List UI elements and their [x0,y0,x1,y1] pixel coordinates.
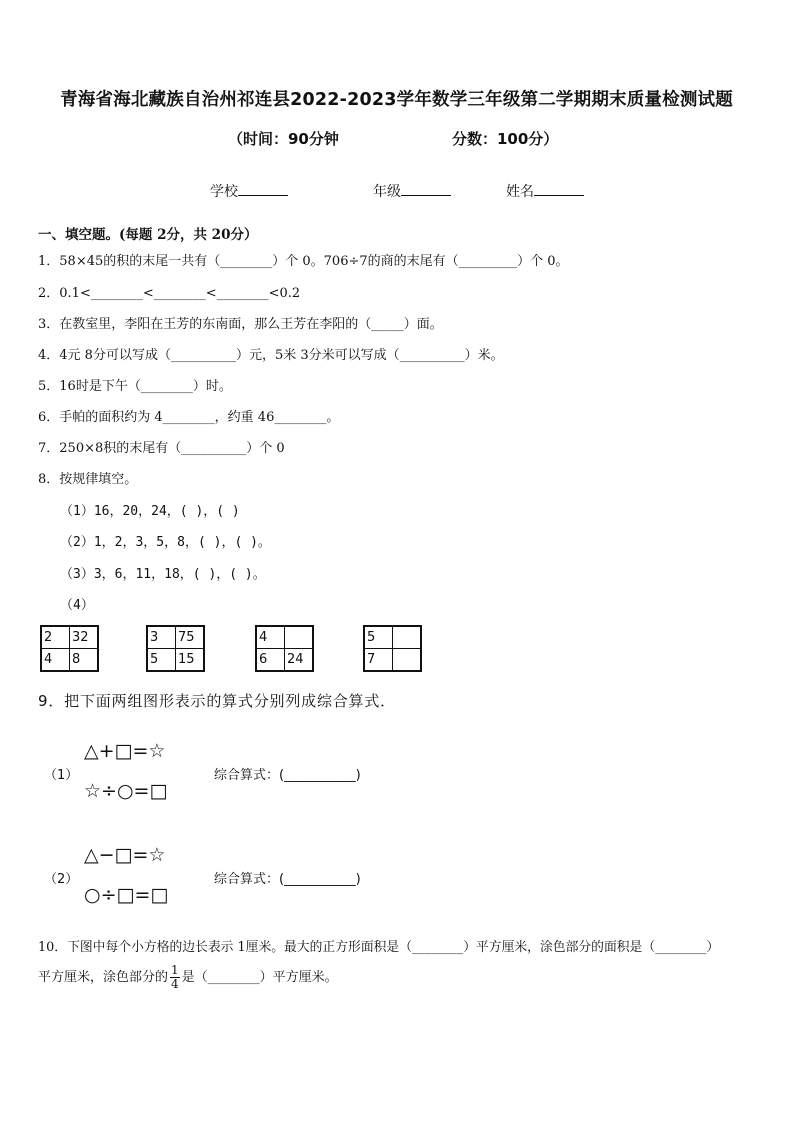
question-9: 9．把下面两组图形表示的算式分别列成综合算式． [38,692,396,710]
school-label: 学校 [210,184,238,200]
grid-cell: 15 [176,649,205,672]
grade-blank[interactable] [401,181,451,196]
question-2: 2．0.1<________<________<________<0.2 [38,286,301,301]
question-10-line-1: 10．下图中每个小方格的边长表示 1厘米。最大的正方形面积是（________）平方厘米，涂色部分的面积是（________） [38,940,720,955]
grid-blank-cell[interactable] [393,649,422,672]
q9-part-1-equation-1: △+□=☆ [84,740,166,762]
fraction-denominator: 4 [171,977,179,991]
q10-text-b: 是（________）平方厘米。 [181,970,338,985]
question-8-part-3: （3）3，6，11，18，( )，( )。 [60,567,266,582]
number-grid-3 [255,625,314,672]
page-title: 青海省海北藏族自治州祁连县2022-2023学年数学三年级第二学期期末质量检测试题 [60,90,733,110]
question-8: 8．按规律填空。 [38,472,138,487]
question-8-part-4: （4） [60,598,94,613]
question-3: 3．在教室里，李阳在王芳的东南面，那么王芳在李阳的（_____）面。 [38,317,443,332]
grid-blank-cell[interactable] [393,626,422,649]
question-6: 6．手帕的面积约为 4________，约重 46________。 [38,410,340,425]
grid-cell: 7 [364,649,393,672]
grid-cell: 4 [256,626,285,649]
grid-cell: 24 [285,649,314,672]
q9-part-2-equation-1: △−□=☆ [84,844,166,866]
grid-blank-cell[interactable] [285,626,314,649]
q9-part-2-answer: 综合算式：(___________) [214,872,361,887]
time-limit: （时间：90分钟 [228,130,339,148]
grade-field [373,181,451,201]
question-8-part-2: （2）1，2，3，5，8，( )，( )。 [60,535,271,550]
grid-cell: 3 [147,626,176,649]
question-4: 4．4元 8分可以写成（__________）元，5米 3分米可以写成（__________）米。 [38,348,504,363]
q10-text-a: 平方厘米，涂色部分的 [38,970,169,985]
number-grid-4 [363,625,422,672]
number-grid-1 [40,625,99,672]
grid-cell: 4 [41,649,70,672]
total-score: 分数：100分） [452,130,559,148]
grade-label: 年级 [373,184,401,200]
school-blank[interactable] [238,181,288,196]
section-heading: 一、填空题。(每题 2分，共 20分） [38,227,258,243]
name-label: 姓名 [506,184,534,200]
grid-cell: 5 [147,649,176,672]
name-blank[interactable] [534,181,584,196]
grid-cell: 32 [70,626,99,649]
grid-cell: 8 [70,649,99,672]
question-5: 5．16时是下午（________）时。 [38,379,232,394]
grid-cell: 6 [256,649,285,672]
grid-cell: 75 [176,626,205,649]
fraction-numerator: 1 [171,963,179,977]
q9-part-2-label: （2） [44,872,79,887]
question-7: 7．250×8积的末尾有（__________）个 0 [38,441,285,456]
grid-cell: 5 [364,626,393,649]
school-field [210,181,288,201]
q9-part-2-equation-2: ○÷□=□ [84,884,169,906]
grid-cell: 2 [41,626,70,649]
question-8-part-1: （1）16，20，24，( )，( ) [60,504,240,519]
q9-part-1-answer: 综合算式：(___________) [214,768,361,783]
question-1: 1．58×45的积的末尾一共有（________）个 0。706÷7的商的末尾有（_________）个 0。 [38,254,569,269]
question-10-line-2 [38,964,338,991]
q9-part-1-equation-2: ☆÷○=□ [84,780,168,802]
fraction-one-quarter [170,964,180,991]
name-field [506,181,584,201]
q9-part-1-label: （1） [44,768,79,783]
number-grid-2 [146,625,205,672]
